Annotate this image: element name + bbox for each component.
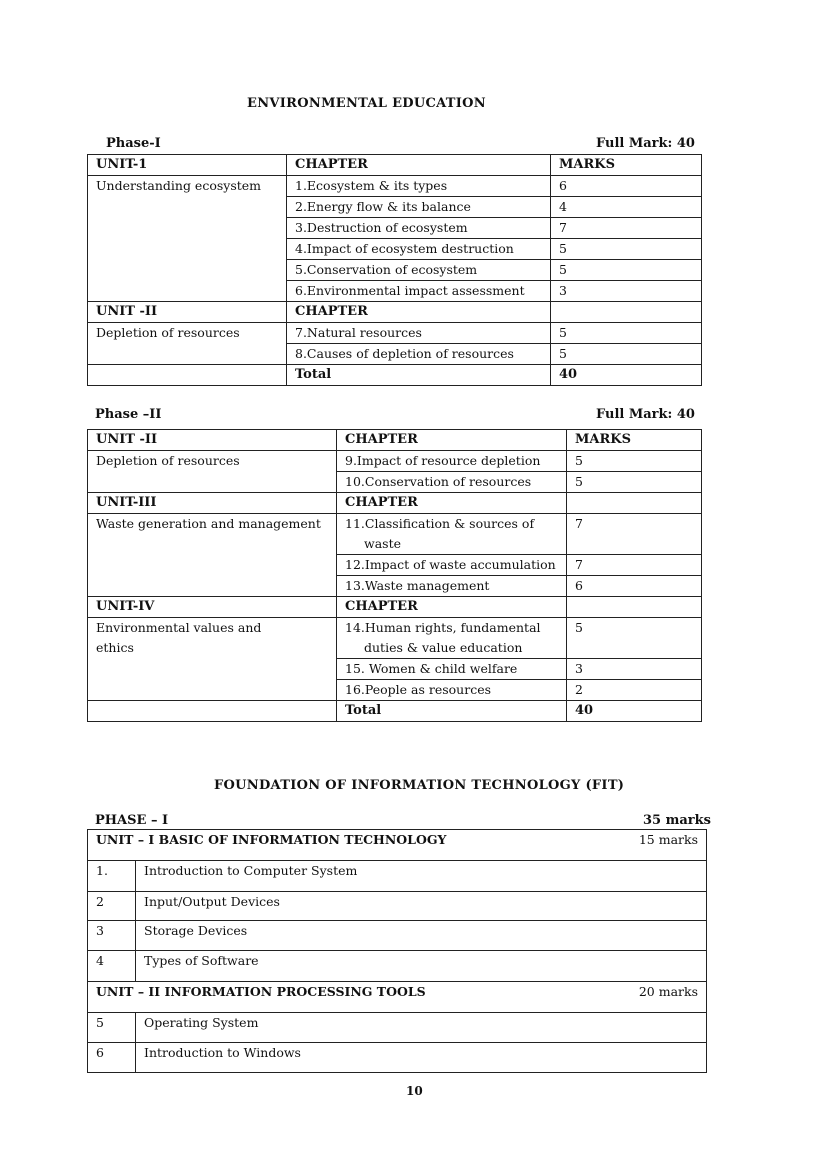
item-text: Operating System [136,1013,707,1043]
fit-title: FOUNDATION OF INFORMATION TECHNOLOGY (FIT) [214,778,625,793]
page-number: 10 [406,1084,423,1098]
header-marks: MARKS [551,155,702,176]
header-chapter: CHAPTER [287,155,551,176]
item-number: 3 [88,921,136,951]
empty-cell [551,302,702,323]
ee-phase1-full-mark: Full Mark: 40 [596,136,695,151]
chapter-cell: 3.Destruction of ecosystem [287,218,551,239]
total-value: 40 [551,365,702,386]
unit-title: UNIT – II INFORMATION PROCESSING TOOLS [96,984,426,999]
table-row [88,921,707,951]
unit-header [96,982,698,1002]
marks-cell: 4 [551,197,702,218]
table-row [88,451,702,472]
chapter-cell: 9.Impact of resource depletion [337,451,567,472]
chapter-cell: 1.Ecosystem & its types [287,176,551,197]
chapter-cell: 6.Environmental impact assessment [287,281,551,302]
unit-header: UNIT -II [88,302,287,323]
chapter-cell: 5.Conservation of ecosystem [287,260,551,281]
chapter-cell: 12.Impact of waste accumulation [337,555,567,576]
header-unit: UNIT -II [88,430,337,451]
empty-cell [567,493,702,514]
unit-title: UNIT – I BASIC OF INFORMATION TECHNOLOGY [96,832,447,847]
total-row [88,701,702,722]
marks-cell: 3 [551,281,702,302]
item-number: 2 [88,892,136,921]
empty-cell [567,597,702,618]
empty-cell [88,701,337,722]
table-row [88,861,707,892]
total-row [88,365,702,386]
marks-cell: 7 [551,218,702,239]
marks-cell: 5 [551,239,702,260]
chapter-header: CHAPTER [337,493,567,514]
unit-header-row [88,493,702,514]
table-header-row [88,155,702,176]
total-value: 40 [567,701,702,722]
item-text: Storage Devices [136,921,707,951]
unit-header: UNIT-IV [88,597,337,618]
marks-cell: 6 [551,176,702,197]
ee-title: ENVIRONMENTAL EDUCATION [247,96,486,111]
unit-header-row [88,830,707,861]
unit-name: Waste generation and management [88,514,337,597]
ee-phase2-full-mark: Full Mark: 40 [596,407,695,422]
unit-name: Understanding ecosystem [88,176,287,302]
item-number: 4 [88,951,136,982]
ee-phase1-table [87,154,702,386]
table-row [88,176,702,197]
unit-name: Depletion of resources [88,323,287,365]
unit-name: Depletion of resources [88,451,337,493]
item-number: 1. [88,861,136,892]
chapter-cell [337,618,567,659]
chapter-header: CHAPTER [337,597,567,618]
table-row [88,892,707,921]
unit-name [88,618,337,701]
table-row [88,1043,707,1073]
chapter-text: 11.Classification & sources of waste [345,516,535,551]
total-label: Total [287,365,551,386]
unit-header-cell [88,982,707,1013]
chapter-cell: 15. Women & child welfare [337,659,567,680]
marks-cell: 2 [567,680,702,701]
ee-phase1-label: Phase-I [106,136,161,151]
header-marks: MARKS [567,430,702,451]
unit-header-row [88,302,702,323]
unit-marks: 20 marks [638,984,699,999]
chapter-cell: 7.Natural resources [287,323,551,344]
fit-table [87,829,707,1073]
item-text: Introduction to Windows [136,1043,707,1073]
chapter-cell: 16.People as resources [337,680,567,701]
chapter-cell: 10.Conservation of resources [337,472,567,493]
unit-header: UNIT-III [88,493,337,514]
fit-phase-marks: 35 marks [643,813,711,828]
table-row [88,323,702,344]
marks-cell: 5 [551,344,702,365]
chapter-cell: 4.Impact of ecosystem destruction [287,239,551,260]
header-chapter: CHAPTER [337,430,567,451]
unit-header [96,830,698,850]
unit-header-row [88,597,702,618]
marks-cell: 7 [567,555,702,576]
unit-marks: 15 marks [638,832,699,847]
table-row [88,1013,707,1043]
marks-cell: 7 [567,514,702,555]
item-number: 5 [88,1013,136,1043]
chapter-header: CHAPTER [287,302,551,323]
total-label: Total [337,701,567,722]
marks-cell: 5 [551,260,702,281]
ee-phase2-label: Phase –II [95,407,162,422]
table-row [88,618,702,659]
marks-cell: 6 [567,576,702,597]
table-row [88,514,702,555]
chapter-cell: 8.Causes of depletion of resources [287,344,551,365]
marks-cell: 5 [567,451,702,472]
item-text: Types of Software [136,951,707,982]
table-row [88,951,707,982]
chapter-cell: 2.Energy flow & its balance [287,197,551,218]
marks-cell: 5 [567,472,702,493]
unit-name-text: Environmental values and ethics [96,620,262,655]
table-header-row [88,430,702,451]
marks-cell: 5 [567,618,702,659]
unit-header-row [88,982,707,1013]
chapter-cell: 13.Waste management [337,576,567,597]
marks-cell: 5 [551,323,702,344]
marks-cell: 3 [567,659,702,680]
header-unit: UNIT-1 [88,155,287,176]
empty-cell [88,365,287,386]
item-number: 6 [88,1043,136,1073]
ee-phase2-table [87,429,702,722]
unit-header-cell [88,830,707,861]
item-text: Input/Output Devices [136,892,707,921]
chapter-text: 14.Human rights, fundamental duties & value education [345,620,541,655]
fit-phase-label: PHASE – I [95,813,169,828]
chapter-cell [337,514,567,555]
item-text: Introduction to Computer System [136,861,707,892]
